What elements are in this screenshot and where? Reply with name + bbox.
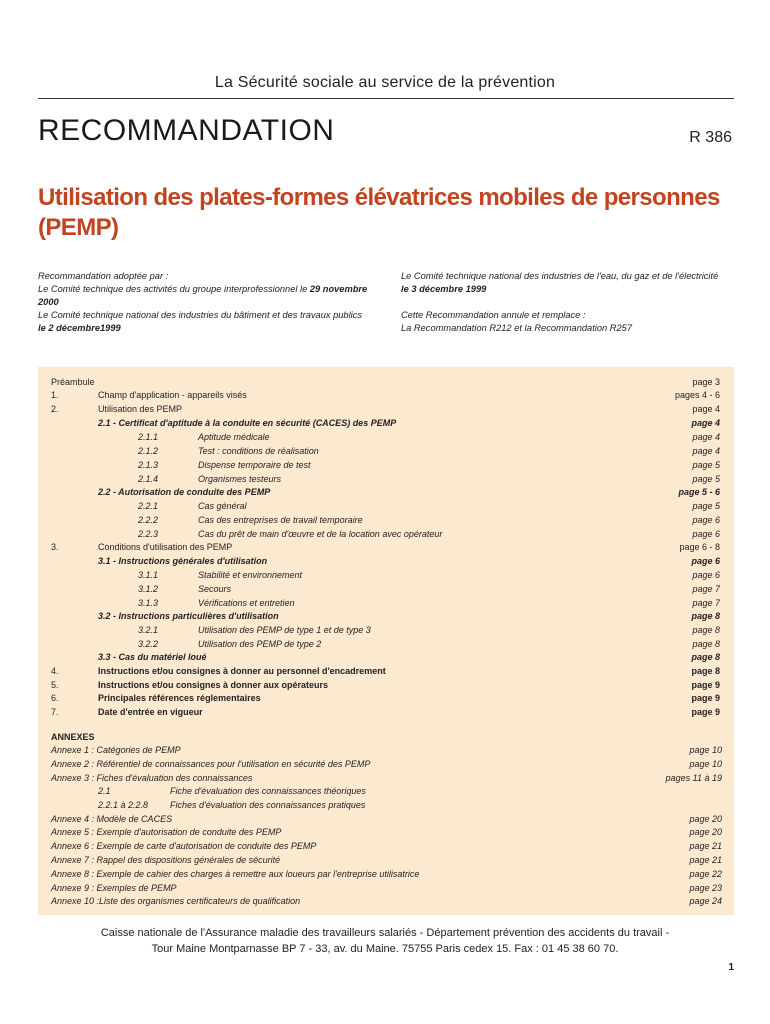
annex-7-label: Annexe 7 : Rappel des dispositions générales de sécurité <box>51 855 281 865</box>
toc-s22-page: page 5 - 6 <box>678 487 720 497</box>
toc-s33-label: 3.3 - Cas du matériel loué <box>98 652 207 662</box>
adoption-intro: Recommandation adoptée par : <box>38 271 169 281</box>
adoption-date-1: 29 novembre 2000 <box>38 284 368 307</box>
adoption-committee-3: Le Comité technique national des industries de l'eau, du gaz et de l'électricité <box>401 271 719 281</box>
toc-s214-page: page 5 <box>692 474 720 484</box>
toc-s322-label: Utilisation des PEMP de type 2 <box>198 639 322 649</box>
toc-s321-page: page 8 <box>692 625 720 635</box>
toc-s211-page: page 4 <box>692 432 720 442</box>
adoption-date-3: le 3 décembre 1999 <box>401 284 487 294</box>
toc-s4-num: 4. <box>51 666 59 676</box>
annex-2-page: page 10 <box>689 759 722 769</box>
annex-2-label: Annexe 2 : Référentiel de connaissances pour l'utilisation en sécurité des PEMP <box>51 759 371 769</box>
annex-3-sub2-label: Fiches d'évaluation des connaissances pratiques <box>170 800 366 810</box>
toc-s5-num: 5. <box>51 680 59 690</box>
annex-8-label: Annexe 8 : Exemple de cahier des charges à remettre aux loueurs par l'entreprise utilisatrice <box>51 869 420 879</box>
toc-s6-num: 6. <box>51 693 59 703</box>
footer-line-1: Caisse nationale de l'Assurance maladie des travailleurs salariés - Département prévention des accidents du travail - <box>100 927 670 939</box>
toc-s5-page: page 9 <box>691 680 720 690</box>
document-type-label: RECOMMANDATION <box>38 114 335 147</box>
footer-line-2: Tour Maine Montparnasse BP 7 - 33, av. du Maine. 75755 Paris cedex 15. Fax : 01 45 38 60 70. <box>151 943 619 955</box>
toc-s3-num: 3. <box>51 542 59 552</box>
annex-3-page: pages 11 à 19 <box>665 773 722 783</box>
toc-s32-page: page 8 <box>691 611 720 621</box>
header-rule <box>38 98 734 99</box>
replaces-intro: Cette Recommandation annule et remplace : <box>401 310 586 320</box>
toc-s223-label: Cas du prêt de main d'œuvre et de la location avec opérateur <box>198 529 443 539</box>
annex-3-sub1-label: Fiche d'évaluation des connaissances théoriques <box>170 786 366 796</box>
toc-s4-page: page 8 <box>691 666 720 676</box>
toc-s221-num: 2.2.1 <box>138 501 159 511</box>
toc-preambule-page: page 3 <box>692 377 720 387</box>
toc-s312-label: Secours <box>198 584 232 594</box>
annex-9-label: Annexe 9 : Exemples de PEMP <box>51 883 177 893</box>
toc-s322-page: page 8 <box>692 639 720 649</box>
toc-s223-page: page 6 <box>692 529 720 539</box>
toc-s7-page: page 9 <box>691 707 720 717</box>
toc-s312-num: 3.1.2 <box>138 584 159 594</box>
toc-s212-page: page 4 <box>692 446 720 456</box>
toc-s212-num: 2.1.2 <box>138 446 159 456</box>
adoption-committee-2: Le Comité technique national des industries du bâtiment et des travaux publics <box>38 310 363 320</box>
toc-s313-page: page 7 <box>692 598 720 608</box>
toc-s213-num: 2.1.3 <box>138 460 159 470</box>
toc-s21-label: 2.1 - Certificat d'aptitude à la conduite en sécurité (CACES) des PEMP <box>98 418 397 428</box>
toc-s2-page: page 4 <box>692 404 720 414</box>
adoption-left-column <box>38 270 390 335</box>
annex-4-label: Annexe 4 : Modèle de CACES <box>51 814 173 824</box>
toc-s5-label: Instructions et/ou consignes à donner aux opérateurs <box>98 680 329 690</box>
toc-s1-label: Champ d'application - appareils visés <box>98 390 247 400</box>
table-of-contents <box>38 367 734 915</box>
toc-s21-page: page 4 <box>691 418 720 428</box>
annex-6-page: page 21 <box>689 841 722 851</box>
footer-address <box>0 925 770 957</box>
toc-s214-label: Organismes testeurs <box>198 474 282 484</box>
toc-s222-label: Cas des entreprises de travail temporaire <box>198 515 363 525</box>
toc-s6-page: page 9 <box>691 693 720 703</box>
adoption-committee-1-text: Le Comité technique des activités du groupe interprofessionnel le <box>38 284 308 294</box>
toc-s214-num: 2.1.4 <box>138 474 159 484</box>
toc-s4-label: Instructions et/ou consignes à donner au personnel d'encadrement <box>98 666 386 676</box>
adoption-committee-1 <box>38 283 390 309</box>
toc-s212-label: Test : conditions de réalisation <box>198 446 319 456</box>
toc-s1-page: pages 4 - 6 <box>674 390 720 400</box>
annexes-heading: ANNEXES <box>51 732 95 742</box>
annex-1-page: page 10 <box>689 745 722 755</box>
document-title: Utilisation des plates-formes élévatrices mobiles de personnes (PEMP) <box>38 184 720 241</box>
recommendation-code: R 386 <box>689 129 732 146</box>
toc-s31-page: page 6 <box>691 556 720 566</box>
toc-s312-page: page 7 <box>692 584 720 594</box>
adoption-right-column <box>401 270 753 335</box>
adoption-date-2: le 2 décembre1999 <box>38 323 121 333</box>
annex-3-label: Annexe 3 : Fiches d'évaluation des connaissances <box>51 773 253 783</box>
toc-s33-page: page 8 <box>691 652 720 662</box>
toc-s221-page: page 5 <box>692 501 720 511</box>
toc-s321-label: Utilisation des PEMP de type 1 et de type 3 <box>198 625 371 635</box>
toc-s211-num: 2.1.1 <box>138 432 159 442</box>
page-number: 1 <box>728 962 734 973</box>
toc-s2-num: 2. <box>51 404 59 414</box>
toc-s321-num: 3.2.1 <box>138 625 159 635</box>
annex-5-page: page 20 <box>689 827 722 837</box>
toc-s31-label: 3.1 - Instructions générales d'utilisation <box>98 556 268 566</box>
toc-s311-num: 3.1.1 <box>138 570 159 580</box>
toc-s1-num: 1. <box>51 390 59 400</box>
tagline: La Sécurité sociale au service de la prévention <box>214 74 556 91</box>
annex-10-label: Annexe 10 :Liste des organismes certificateurs de qualification <box>51 896 301 906</box>
toc-s213-label: Dispense temporaire de test <box>198 460 311 470</box>
toc-s7-label: Date d'entrée en vigueur <box>98 707 203 717</box>
toc-s6-label: Principales références réglementaires <box>98 693 261 703</box>
toc-s221-label: Cas général <box>198 501 247 511</box>
annex-9-page: page 23 <box>689 883 722 893</box>
toc-s3-label: Conditions d'utilisation des PEMP <box>98 542 233 552</box>
annex-1-label: Annexe 1 : Catégories de PEMP <box>51 745 181 755</box>
toc-s223-num: 2.2.3 <box>138 529 159 539</box>
toc-s311-page: page 6 <box>692 570 720 580</box>
toc-preambule-label: Préambule <box>51 377 95 387</box>
annex-3-sub2-num: 2.2.1 à 2.2.8 <box>98 800 149 810</box>
annex-8-page: page 22 <box>689 869 722 879</box>
toc-s311-label: Stabilité et environnement <box>198 570 303 580</box>
toc-s213-page: page 5 <box>692 460 720 470</box>
annex-7-page: page 21 <box>689 855 722 865</box>
annex-5-label: Annexe 5 : Exemple d'autorisation de conduite des PEMP <box>51 827 282 837</box>
toc-s322-num: 3.2.2 <box>138 639 159 649</box>
annex-10-page: page 24 <box>689 896 722 906</box>
toc-s222-page: page 6 <box>692 515 720 525</box>
toc-s22-label: 2.2 - Autorisation de conduite des PEMP <box>98 487 271 497</box>
annex-3-sub1-num: 2.1 <box>98 786 111 796</box>
annex-6-label: Annexe 6 : Exemple de carte d'autorisation de conduite des PEMP <box>51 841 317 851</box>
toc-s222-num: 2.2.2 <box>138 515 159 525</box>
toc-s2-label: Utilisation des PEMP <box>98 404 183 414</box>
annex-4-page: page 20 <box>689 814 722 824</box>
toc-s7-num: 7. <box>51 707 59 717</box>
toc-s313-label: Vérifications et entretien <box>198 598 295 608</box>
replaces-list: La Recommandation R212 et la Recommandation R257 <box>401 323 633 333</box>
toc-s3-page: page 6 - 8 <box>679 542 720 552</box>
toc-s32-label: 3.2 - Instructions particulières d'utilisation <box>98 611 279 621</box>
toc-s211-label: Aptitude médicale <box>198 432 270 442</box>
toc-s313-num: 3.1.3 <box>138 598 159 608</box>
